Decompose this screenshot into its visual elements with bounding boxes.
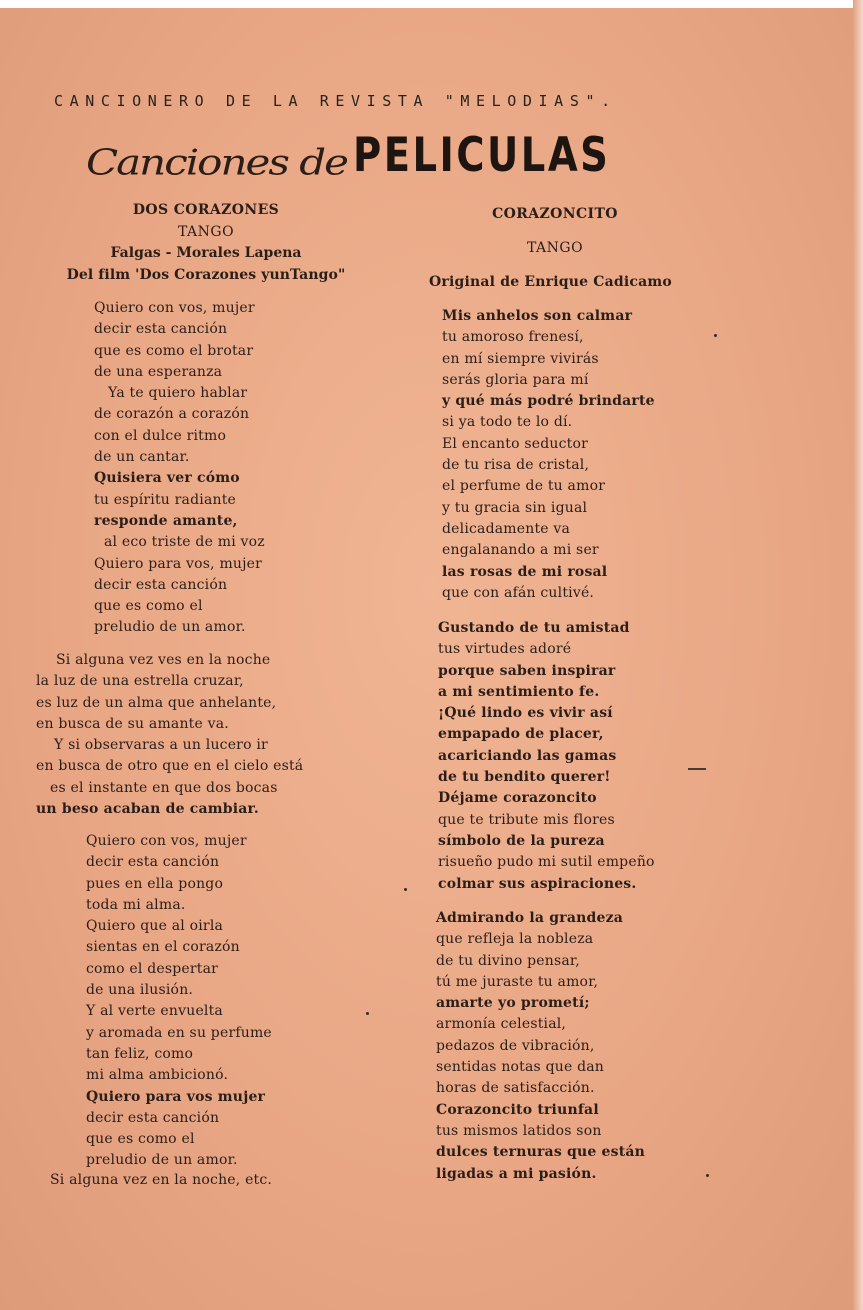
left-song-title: DOS CORAZONES [132,202,280,218]
verse-line: Y si observaras a un lucero ir [54,737,268,754]
verse-line: Y al verte envuelta [86,1003,223,1020]
right-song-credit: Original de Enrique Cadicamo [429,274,672,290]
verse-line: es el instante en que dos bocas [50,779,278,796]
verse-line: a mi sentimiento fe. [438,683,600,700]
verse-line: que te tribute mis flores [438,811,615,828]
left-song-genre: TANGO [177,223,235,240]
verse-line: un beso acaban de cambiar. [36,801,259,818]
verse-line: Quiero con vos, mujer [86,833,247,849]
verse-line: de corazón a corazón [94,406,250,423]
verse-line: pues en ella pongo [86,875,224,892]
left-stanza-1 [94,298,265,639]
verse-line: que es como el [86,1131,195,1148]
verse-line: la luz de una estrella cruzar, [36,673,244,690]
verse-line: de tu risa de cristal, [442,457,590,474]
verse-line: armonía celestial, [436,1016,567,1033]
verse-line: es luz de un alma que anhelante, [36,694,277,711]
paper-speck [714,334,717,337]
verse-line: Quiero para vos mujer [86,1088,266,1105]
verse-line: de tu divino pensar, [436,952,580,969]
right-song-genre-block [440,238,670,259]
verse-line: ¡Qué lindo es vivir así [438,705,613,722]
verse-line: colmar sus aspiraciones. [438,875,637,892]
verse-line: Corazoncito triunfal [436,1101,599,1118]
verse-line: risueño pudo mi sutil empeño [438,854,655,871]
verse-line: Mis anhelos son calmar [442,308,633,324]
verse-line: de una esperanza [94,363,223,380]
verse-line: Admirando la grandeza [436,910,624,926]
verse-line: Quiero para vos, mujer [94,555,263,572]
page-title [86,128,706,198]
verse-line: preludio de un amor. [86,1152,238,1169]
verse-line: Quiero con vos, mujer [94,300,255,316]
verse-line: decir esta canción [94,321,228,338]
verse-line: acariciando las gamas [438,747,617,764]
verse-line: en busca de otro que en el cielo está [36,758,304,775]
verse-line: si ya todo te lo dí. [442,414,573,431]
verse-line: dulces ternuras que están [436,1144,646,1161]
left-stanza-3 [86,831,272,1172]
verse-line: tus mismos latidos son [436,1122,602,1139]
right-stanza-3 [436,908,645,1185]
left-stanza-2 [36,650,303,820]
verse-line: que es como el brotar [94,342,254,359]
verse-line: mi alma ambicionó. [86,1067,229,1084]
verse-line: delicadamente va [442,520,571,537]
verse-line: sientas en el corazón [86,939,240,956]
right-song-genre: TANGO [526,240,584,256]
right-song-title-block [440,204,670,225]
verse-line: Gustando de tu amistad [438,620,630,636]
verse-line: decir esta canción [86,854,220,871]
right-song-credit-block [429,272,672,293]
verse-line: tus virtudes adoré [438,641,572,658]
verse-line: sentidas notas que dan [436,1059,605,1076]
verse-line: tu amoroso frenesí, [442,329,584,346]
verse-line: símbolo de la pureza [438,832,605,849]
verse-line: responde amante, [94,512,238,529]
verse-line: tu espíritu radiante [94,491,237,508]
verse-line: que refleja la nobleza [436,931,594,948]
right-stanza-1 [442,306,655,604]
verse-line: con el dulce ritmo [94,427,227,444]
verse-line: y tu gracia sin igual [442,499,588,516]
left-song-authors: Falgas - Morales Lapena [110,245,302,261]
verse-line: Si alguna vez en la noche, etc. [50,1172,273,1188]
verse-line: como el despertar [86,960,219,977]
paper-mark [688,768,706,770]
verse-line: de tu bendito querer! [438,769,611,786]
verse-line: el perfume de tu amor [442,478,606,495]
verse-line: toda mi alma. [86,896,186,913]
right-stanza-2 [438,618,655,895]
verse-line: y qué más podré brindarte [442,393,655,410]
verse-line: de un cantar. [94,449,190,466]
left-song-heading [46,200,366,286]
verse-line: de una ilusión. [86,982,194,999]
verse-line: en mí siempre vivirás [442,350,599,367]
verse-line: decir esta canción [86,1109,220,1126]
verse-line: Quisiera ver cómo [94,470,240,487]
paper-speck [706,1174,709,1177]
verse-line: tan feliz, como [86,1045,194,1062]
title-caps-part: PELICULAS [353,128,611,183]
verse-line: que con afán cultivé. [442,584,595,601]
verse-line: Quiero que al oirla [86,918,224,935]
verse-line: al eco triste de mi voz [104,534,265,551]
verse-line: amarte yo prometí; [436,995,590,1012]
scan-right-edge [853,0,863,1310]
verse-line: serás gloria para mí [442,371,589,388]
right-song-title: CORAZONCITO [492,206,618,222]
paper-speck [404,888,407,891]
title-script-part: Canciones de [86,141,348,183]
verse-line: empapado de placer, [438,726,604,743]
verse-line: horas de satisfacción. [436,1080,595,1097]
verse-line: decir esta canción [94,576,228,593]
verse-line: Si alguna vez ves en la noche [56,652,271,668]
verse-line: El encanto seductor [442,435,588,452]
page-header: CANCIONERO DE LA REVISTA "MELODIAS". [54,92,617,110]
verse-line: en busca de su amante va. [36,715,229,732]
verse-line: y aromada en su perfume [86,1024,272,1041]
verse-line: pedazos de vibración, [436,1037,595,1054]
verse-line: Déjame corazoncito [438,790,597,807]
verse-line: Ya te quiero hablar [108,385,248,402]
verse-line: las rosas de mi rosal [442,563,608,580]
verse-line: engalanando a mi ser [442,542,599,559]
scan-top-edge [0,0,863,8]
verse-line: tú me juraste tu amor, [436,973,599,990]
left-closing [50,1170,272,1191]
verse-line: que es como el [94,598,203,615]
left-song-film: Del film 'Dos Corazones yunTango" [66,266,346,283]
paper-speck [366,1012,369,1015]
verse-line: preludio de un amor. [94,619,246,636]
verse-line: porque saben inspirar [438,662,616,679]
verse-line: ligadas a mi pasión. [436,1165,597,1182]
